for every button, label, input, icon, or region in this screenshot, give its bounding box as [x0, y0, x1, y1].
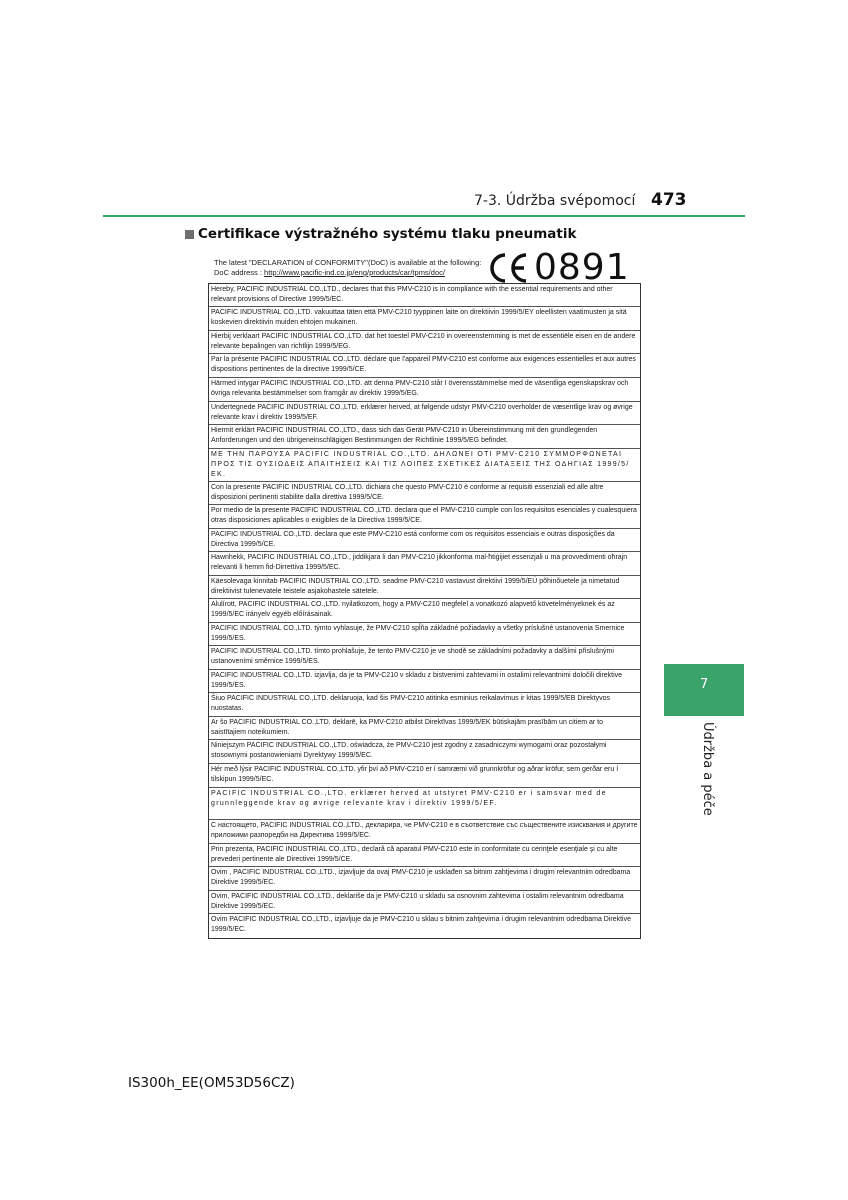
declaration-row: Hawnhekk, PACIFIC INDUSTRIAL CO.,LTD., jiddikjara li dan PMV-C210 jikkonforma mal-ħtiġijiet essenzjali u ma provvedimenti oħrajn relevanti li hemm fid-Dirrettiva 1999/5/EC.: [209, 552, 640, 576]
declaration-row: Hiermit erklärt PACIFIC INDUSTRIAL CO.,LTD., dass sich das Gerät PMV-C210 in Übereinstimmung mit den grundlegenden Anforderungen und den übrigeneinschlägigen Bestimmungen der Richtlinie 1999/5/EG befindet.: [209, 425, 640, 449]
declaration-row: Ovim, PACIFIC INDUSTRIAL CO.,LTD., deklariše da je PMV-C210 u skladu sa osnovnim zahtevima i ostalim relevantnim odredbama Direktive 1999/5/EC.: [209, 891, 640, 914]
chapter-tab[interactable]: [664, 664, 744, 716]
declaration-row: PACIFIC INDUSTRIAL CO.,LTD. vakuuttaa täten että PMV-C210 tyyppinen laite on direktiivin 1999/5/EY oleellisten vaatimusten ja sitä koskevien direktiivin muiden ehtojen mukainen.: [209, 307, 640, 331]
doc-address-label: DoC address :: [214, 268, 265, 277]
declaration-row: PACIFIC INDUSTRIAL CO.,LTD. declara que este PMV-C210 está conforme com os requisitos essenciais e outras disposições da Directiva 1999/5/CE.: [209, 529, 640, 552]
ce-mark: [486, 247, 630, 288]
section-heading: [185, 226, 576, 242]
doc-note-line: The latest "DECLARATION of CONFORMITY"(DoC) is available at the following:: [214, 258, 482, 267]
section-title: 7-3. Údržba svépomocí: [474, 193, 636, 209]
declaration-row: Härmed intygar PACIFIC INDUSTRIAL CO.,LTD. att denna PMV-C210 står I överensstämmelse med de väsentliga egenskapskrav och övriga relevanta bestämmelser som framgår av direktiv 1999/5/EG.: [209, 378, 640, 402]
declaration-row: Ovim , PACIFIC INDUSTRIAL CO.,LTD., izjavljuje da ovaj PMV-C210 je usklađen sa bitnim zahtjevima i drugim relevantnim odredbama Direktive 1999/5/EC.: [209, 867, 640, 891]
ce-logo-icon: [486, 251, 530, 285]
manual-code: IS300h_EE(OM53D56CZ): [128, 1075, 295, 1091]
declaration-row: Niniejszym PACIFIC INDUSTRIAL CO.,LTD. oświadcza, że PMV-C210 jest zgodny z zasadniczymi wymogami oraz pozostałymi stosownymi postanowieniami Dyrektywy 1999/5/EC.: [209, 740, 640, 764]
declaration-row: PACIFIC INDUSTRIAL CO.,LTD. týmto vyhlasuje, že PMV-C210 spĺňa základné požiadavky a všetky príslušné ustanovenia Smernice 1999/5/ES.: [209, 623, 640, 646]
declaration-row: С настоящето, PACIFIC INDUSTRIAL CO.,LTD., декларира, че PMV-C210 е в съответствие със съществените изисквания и другите приложими разпоредби на Директива 1999/5/ЕС.: [209, 820, 640, 844]
declaration-row: ΜΕ ΤΗΝ ΠΑΡΟΥΣΑ PACIFIC INDUSTRIAL CO.,LTD. ΔΗΛΩΝΕΙ ΟΤΙ PMV-C210 ΣΥΜΜΟΡΦΩΝΕΤΑΙ ΠΡΟΣ ΤΙΣ ΟΥΣΙΩΔΕΙΣ ΑΠΑΙΤΗΣΕΙΣ ΚΑΙ ΤΙΣ ΛΟΙΠΕΣ ΣΧΕΤΙΚΕΣ ΔΙΑΤΑΞΕΙΣ ΤΗΣ ΟΔΗΓΙΑΣ 1999/5/ΕΚ.: [209, 449, 640, 482]
declaration-row: Ovim PACIFIC INDUSTRIAL CO.,LTD., izjavljuje da je PMV-C210 u sklau s bitnim zahtjevima i drugim relevantnim odredbama Direktive 1999/5/EC.: [211, 916, 632, 933]
declaration-row: Hér með lýsir PACIFIC INDUSTRIAL CO.,LTD. yfir því að PMV-C210 er í samræmi við grunnkröfur og aðrar kröfur, sem gerðar eru í tilskipun 1999/5/EC.: [209, 764, 640, 788]
declaration-row: Par la présente PACIFIC INDUSTRIAL CO.,LTD. déclare que l'appareil PMV-C210 est conforme aux exigences essentielles et aux autres dispositions pertinentes de la directive 1999/5/CE.: [209, 354, 640, 378]
chapter-number: 7: [700, 677, 709, 692]
declaration-row: PACIFIC INDUSTRIAL CO.,LTD. izjavlja, da je ta PMV-C210 v skladu z bistvenimi zahtevami in ostalimi relevantnimi določili direktive 1999/5/ES.: [209, 670, 640, 693]
declaration-row: Ar šo PACIFIC INDUSTRIAL CO.,LTD. deklarē, ka PMV-C210 atbilst Direktīvas 1999/5/EK būtiskajām prasībām un citiem ar to saistītajiem noteikumiem.: [209, 717, 640, 740]
chapter-label: Údržba a péče: [700, 722, 715, 816]
declaration-row: PACIFIC INDUSTRIAL CO.,LTD. erklærer herved at utstyret PMV-C210 er i samsvar med de grunnleggende krav og øvrige relevante krav i direktiv 1999/5/EF.: [209, 788, 640, 820]
declaration-row: Con la presente PACIFIC INDUSTRIAL CO.,LTD. dichiara che questo PMV-C210 è conforme ai requisiti essenziali ed alle altre disposizioni pertinenti stabilite dalla direttiva 1999/5/CE.: [209, 482, 640, 505]
header-rule: [103, 215, 745, 217]
heading-text: Certifikace výstražného systému tlaku pneumatik: [198, 226, 577, 242]
page-number: 473: [651, 190, 687, 210]
doc-address-link[interactable]: http://www.pacific-ind.co.jp/eng/products/car/tpms/doc/: [264, 268, 445, 277]
declaration-row: Šiuo PACIFIC INDUSTRIAL CO.,LTD. deklaruoja, kad šis PMV-C210 atitinka esminius reikalavimus ir kitas 1999/5/EB Direktyvos nuostatas.: [209, 693, 640, 717]
declaration-row: Por medio de la presente PACIFIC INDUSTRIAL CO.,LTD. declara que el PMV-C210 cumple con los requisitos esenciales y cualesquiera otras disposiciones aplicables o exigibles de la Directiva 1999/5/CE.: [209, 505, 640, 529]
declaration-row: PACIFIC INDUSTRIAL CO.,LTD. tímto prohlašuje, že tento PMV-C210 je ve shodě se základními požadavky a dalšími příslušnými ustanoveními směrnice 1999/5/ES.: [209, 646, 640, 670]
square-bullet-icon: [185, 230, 194, 239]
declaration-row: Prin prezenta, PACIFIC INDUSTRIAL CO.,LTD., declară că aparatul PMV-C210 este in conformitate cu cerinţele esenţiale şi cu alte prevederi pertinente ale Directivei 1999/5/CE.: [209, 844, 640, 867]
declaration-row: Hierbij verklaart PACIFIC INDUSTRIAL CO.,LTD. dat het toestel PMV-C210 in overeenstemming is met de essentiële eisen en de andere relevante bepalingen van richtlijn 1999/5/EG.: [209, 331, 640, 354]
declaration-row: Undertegnede PACIFIC INDUSTRIAL CO.,LTD. erklærer herved, at følgende udstyr PMV-C210 overholder de væsentlige krav og øvrige relevante krav i direktiv 1999/5/EF.: [209, 402, 640, 425]
declaration-row: Alulírott, PACIFIC INDUSTRIAL CO.,LTD. nyilatkozom, hogy a PMV-C210 megfelel a vonatkozó alapvető követelményeknek és az 1999/5/EC irányelv egyéb előírásainak.: [209, 599, 640, 623]
notified-body-number: 0891: [534, 247, 630, 288]
declaration-row: Hereby, PACIFIC INDUSTRIAL CO.,LTD., declares that this PMV-C210 is in compliance with the essential requirements and other relevant provisions of Directive 1999/5/EC.: [209, 284, 640, 307]
declaration-row: Käesolevaga kinnitab PACIFIC INDUSTRIAL CO.,LTD. seadme PMV-C210 vastavust direktiivi 1999/5/EÜ põhinõuetele ja nimetatud direktiivist tulenevatele teistele asjakohastele sätetele.: [209, 576, 640, 599]
declaration-table: [208, 283, 641, 939]
